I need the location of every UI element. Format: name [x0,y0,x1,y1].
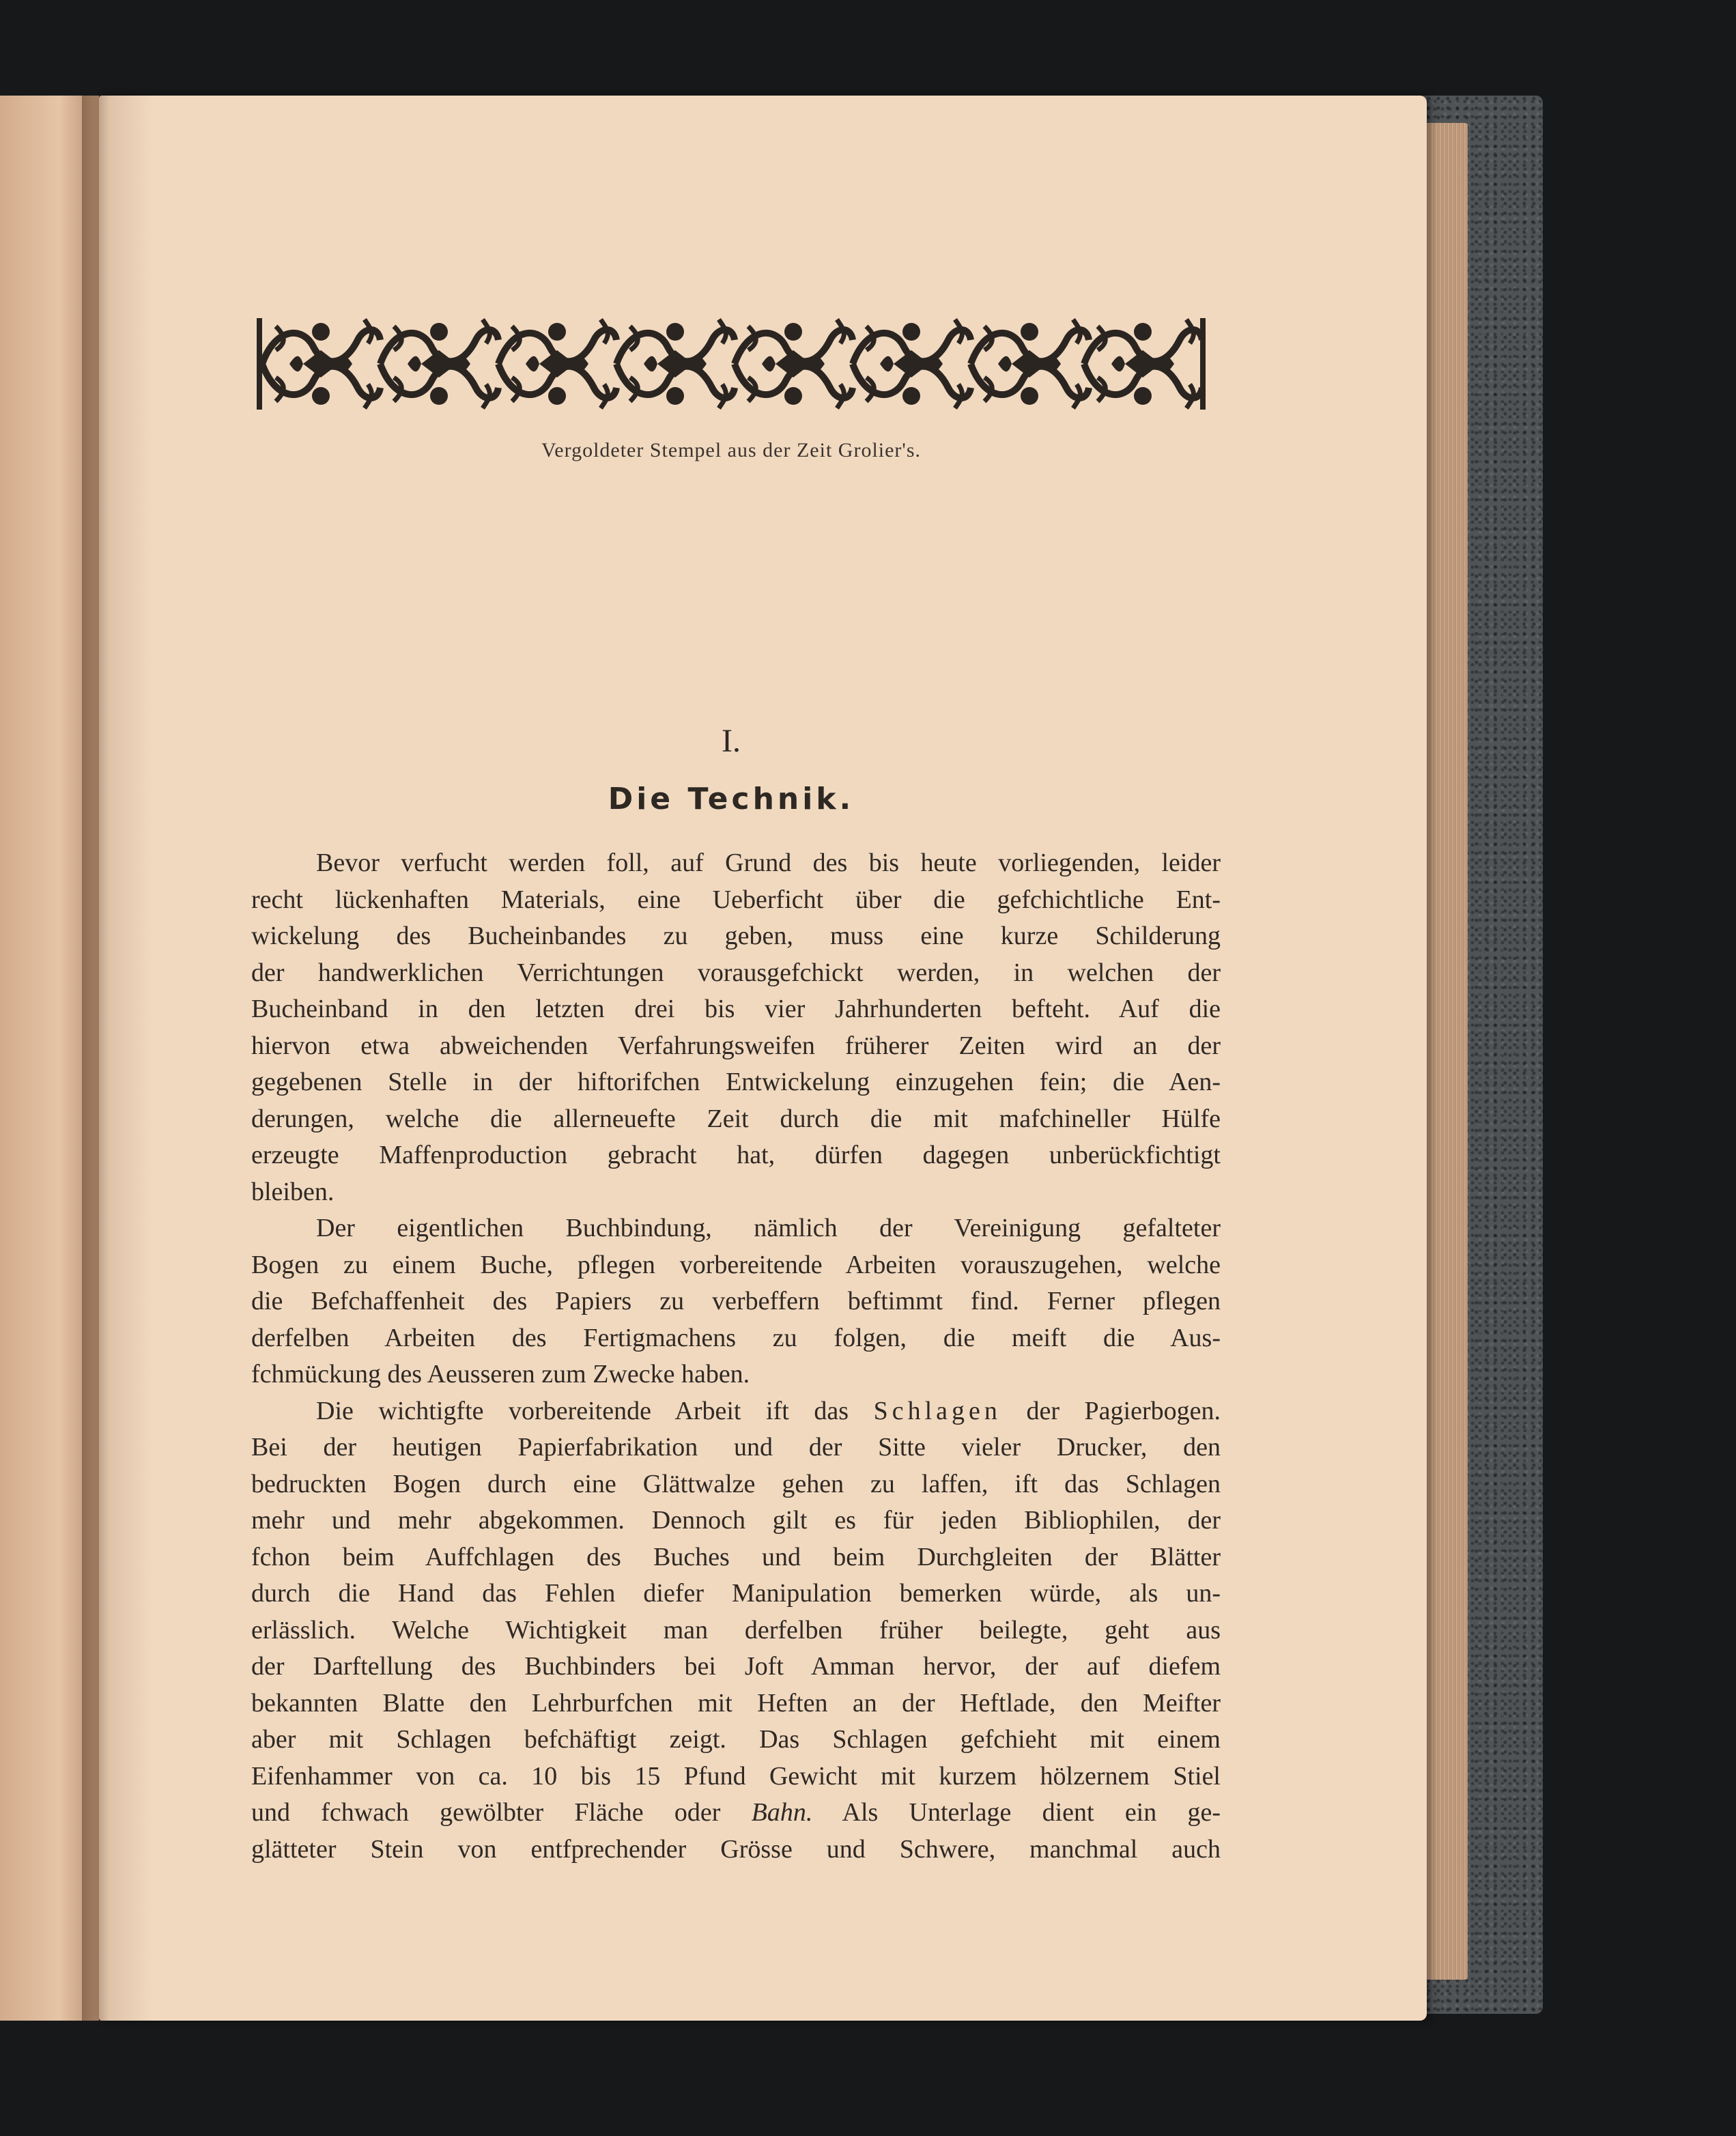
text-line: mehr und mehr abgekommen. Dennoch gilt es für jeden Bibliophilen, der [251,1506,1221,1535]
text-line: der handwerklichen Verrichtungen vorausgefchickt werden, in welchen der [251,958,1221,987]
text-line: aber mit Schlagen befchäftigt zeigt. Das Schlagen gefchieht mit einem [251,1725,1221,1754]
text-line: bedruckten Bogen durch eine Glättwalze gehen zu laffen, ift das Schlagen [251,1469,1221,1498]
text-line [251,1795,1221,1832]
text-line: erzeugte Maffenproduction gebracht hat, dürfen dagegen unberückfichtigt [251,1141,1221,1169]
text-line: Bei der heutigen Papierfabrikation und der Sitte vieler Drucker, den [251,1433,1221,1462]
body-text [251,845,1221,1868]
text-line: Der eigentlichen Buchbindung, nämlich der Vereinigung gefalteter [316,1214,1221,1242]
gutter-shadow [82,96,109,2021]
text-line: recht lückenhaften Materials, eine Ueberficht über die gefchichtliche Ent- [251,885,1221,914]
text-line: fchmückung des Aeusseren zum Zwecke haben. [251,1360,750,1389]
text-line: durch die Hand das Fehlen diefer Manipulation bemerken würde, als un- [251,1579,1221,1608]
emphasized-term: Schlagen [873,1396,1001,1425]
ornament-caption: Vergoldeter Stempel aus der Zeit Grolier's. [541,439,922,461]
text-segment: Als Unterlage dient ein ge- [812,1798,1221,1827]
text-line: die Befchaffenheit des Papiers zu verbeffern beftimmt find. Ferner pflegen [251,1287,1221,1315]
text-line: glätteter Stein von entfprechender Grösse und Schwere, manchmal auch [251,1834,1221,1864]
text-line: hiervon etwa abweichenden Verfahrungsweifen früherer Zeiten wird an der [251,1031,1221,1060]
text-line: fchon beim Auffchlagen des Buches und beim Durchgleiten der Blätter [251,1542,1221,1571]
text-line: Eifenhammer von ca. 10 bis 15 Pfund Gewicht mit kurzem hölzernem Stiel [251,1761,1221,1791]
text-line: Bevor verfucht werden foll, auf Grund des bis heute vorliegenden, leider [316,849,1221,877]
text-line: derfelben Arbeiten des Fertigmachens zu folgen, die meift die Aus- [251,1323,1221,1352]
text-line: erlässlich. Welche Wichtigkeit man derfelben früher beilegte, geht aus [251,1615,1221,1644]
text-segment: und fchwach gewölbter Fläche oder [251,1798,752,1827]
text-segment: der Pagierbogen. [1001,1396,1221,1425]
ornament-band-icon [257,313,1206,415]
text-line: der Darftellung des Buchbinders bei Joft Amman hervor, der auf diefem [251,1652,1221,1681]
text-line: gegebenen Stelle in der hiftorifchen Entwickelung einzugehen fein; die Aen- [251,1068,1221,1096]
text-line [251,1393,1221,1430]
chapter-number: I. [722,723,741,759]
text-line: derungen, welche die allerneuefte Zeit durch die mit mafchineller Hülfe [251,1104,1221,1133]
text-line: bekannten Blatte den Lehrburfchen mit Heften an der Heftlade, den Meifter [251,1688,1221,1718]
text-line: Bogen zu einem Buche, pflegen vorbereitende Arbeiten vorauszugehen, welche [251,1250,1221,1279]
text-segment: Die wichtigfte vorbereitende Arbeit ift das [316,1396,874,1425]
text-line: wickelung des Bucheinbandes zu geben, muss eine kurze Schilderung [251,922,1221,950]
italic-term: Bahn. [751,1798,813,1827]
chapter-title: Die Technik. [608,782,855,816]
text-line: Bucheinband in den letzten drei bis vier Jahrhunderten befteht. Auf die [251,995,1221,1023]
text-line: bleiben. [251,1177,335,1206]
